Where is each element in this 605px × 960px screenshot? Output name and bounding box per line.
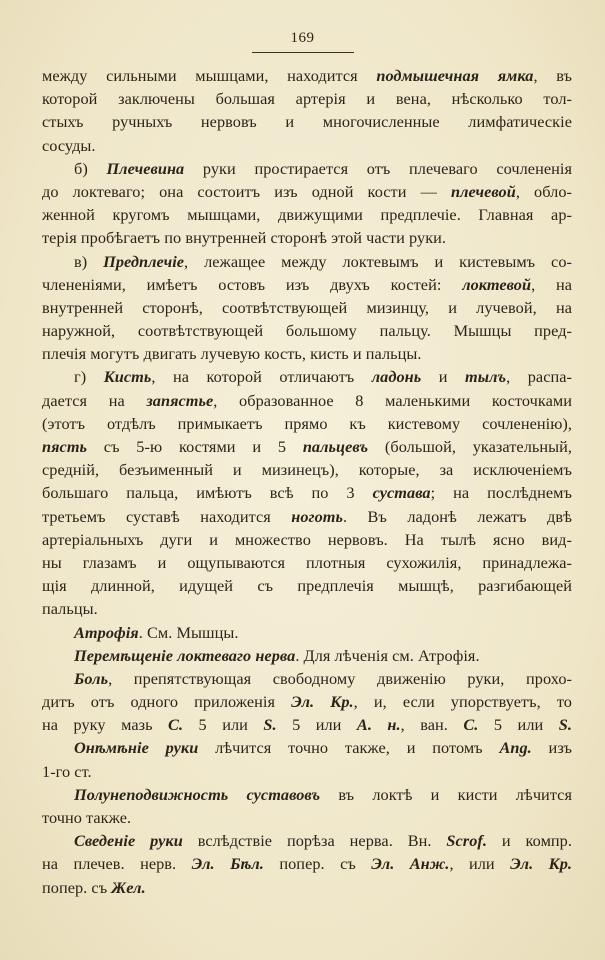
text-run: въ локтѣ и кисти лѣчится	[320, 784, 572, 804]
text-line	[42, 551, 572, 574]
text-line	[42, 412, 572, 435]
text-line	[42, 157, 572, 180]
text-run: на плечев. нерв.	[42, 854, 192, 874]
text-line	[42, 829, 572, 852]
text-line	[42, 528, 572, 551]
text-run: , въ	[533, 66, 573, 85]
text-run: , образованное 8 маленькими косточками	[213, 390, 572, 410]
emphasized-term: ноготь	[291, 506, 343, 526]
emphasized-term: А. н.	[356, 715, 401, 735]
text-run: , распа-	[506, 367, 572, 387]
text-line	[42, 273, 572, 296]
text-line	[42, 481, 572, 504]
text-run: и компр.	[486, 831, 572, 851]
text-run: дается на	[42, 390, 147, 410]
text-run: 5 или	[478, 715, 559, 735]
text-line	[42, 296, 572, 319]
emphasized-term: Эл. Кр.	[291, 692, 354, 712]
text-run: между сильными мышцами, находится	[42, 66, 377, 85]
emphasized-term: Кисть	[103, 367, 152, 387]
text-line	[42, 783, 572, 806]
text-line	[42, 458, 572, 481]
emphasized-term: Атрофія	[74, 622, 139, 642]
text-run: стыхъ ручныхъ нервовъ и многочисленные лимфатическіе	[42, 112, 572, 132]
emphasized-term: С.	[168, 715, 184, 735]
text-run: ны глазамъ и ощупываются плотныя сухожилія, принадлежа-	[42, 552, 572, 572]
text-line	[42, 806, 572, 829]
text-run: наружной, соотвѣтствующей большому пальцу. Мышцы пред-	[42, 321, 572, 341]
text-run: , на	[531, 274, 572, 294]
emphasized-term: Ang.	[499, 738, 532, 758]
text-run: артеріальныхъ дуги и множество нервовъ. На тылѣ ясно вид-	[42, 529, 572, 549]
text-run: руки простирается отъ плечеваго сочлененія	[184, 158, 572, 178]
text-run: (этотъ отдѣлъ примыкаетъ прямо къ кистевому сочлененію),	[42, 413, 572, 433]
text-run: лѣчится точно также, и потомъ	[198, 738, 500, 758]
text-run: женной кругомъ мышцами, движущими предплечіе. Главная ар-	[42, 205, 572, 225]
text-run: . Для лѣченія см. Атрофія.	[295, 645, 480, 665]
text-run: изъ	[531, 738, 572, 758]
text-line	[42, 435, 572, 458]
text-run: г)	[74, 367, 104, 387]
emphasized-term: ладонь	[371, 367, 422, 387]
text-line	[42, 389, 572, 412]
text-run: члененіями, имѣетъ остовъ изъ двухъ костей:	[42, 274, 463, 294]
emphasized-term: S.	[263, 715, 277, 735]
text-run: ; на послѣднемъ	[430, 483, 572, 503]
text-run: пальцы.	[42, 599, 98, 619]
text-run: попер. съ	[42, 877, 112, 897]
text-run: дитъ отъ одного приложенія	[42, 692, 292, 712]
emphasized-term: С.	[463, 715, 479, 735]
text-run: 5 или	[276, 715, 357, 735]
text-run: точно также.	[42, 808, 132, 827]
text-line	[42, 644, 572, 667]
emphasized-term: Эл. Кр.	[510, 854, 573, 874]
text-run: . Въ ладонѣ лежатъ двѣ	[342, 506, 572, 526]
text-line	[42, 342, 572, 365]
text-line	[42, 574, 572, 597]
text-run: вслѣдствіе порѣза нерва. Вн.	[182, 831, 447, 851]
text-line	[42, 203, 572, 226]
emphasized-term: плечевой	[450, 181, 516, 201]
emphasized-term: Перемѣщеніе локтеваго нерва	[74, 645, 296, 665]
emphasized-term: тылъ	[465, 367, 507, 387]
text-line	[42, 852, 572, 875]
emphasized-term: Онѣмѣніе руки	[74, 738, 199, 758]
emphasized-term: локтевой	[462, 274, 532, 294]
emphasized-term: Сведеніе руки	[74, 831, 183, 851]
text-run: , препятствующая свободному движенію руки, прохо-	[108, 668, 572, 688]
text-run: внутренней сторонѣ, соотвѣтствующей мизинцу, и лучевой, на	[42, 297, 572, 317]
text-line	[42, 667, 572, 690]
text-line	[42, 690, 572, 713]
page-number: 169	[290, 30, 315, 46]
text-line	[42, 250, 572, 273]
emphasized-term: Предплечіе	[103, 251, 185, 271]
text-run: , ван.	[400, 715, 464, 735]
text-run: щія длинной, идущей съ предплечія мышцѣ, разгибающей	[42, 576, 572, 596]
text-run: б)	[74, 158, 107, 178]
body-text	[42, 64, 572, 899]
text-run: до локтеваго; она состоитъ изъ одной кости —	[42, 181, 451, 201]
text-run: 5 или	[183, 715, 264, 735]
text-line	[42, 621, 572, 644]
text-run: большаго пальца, имѣютъ всѣ по 3	[42, 483, 373, 503]
emphasized-term: запястье	[146, 390, 214, 410]
emphasized-term: Жел.	[111, 877, 146, 897]
text-run: . См. Мышцы.	[138, 622, 239, 642]
text-line	[42, 87, 572, 110]
text-line	[42, 736, 572, 759]
text-line	[42, 110, 572, 133]
emphasized-term: Scrof.	[446, 831, 487, 851]
text-run: в)	[74, 251, 104, 271]
emphasized-term: Эл. Бѣл.	[191, 854, 264, 874]
text-run: которой заключены большая артерія и вена, нѣсколько тол-	[42, 89, 572, 109]
text-run: , или	[449, 854, 511, 874]
emphasized-term: S.	[558, 715, 572, 735]
text-line	[42, 505, 572, 528]
emphasized-term: Полунеподвижность суставовъ	[74, 784, 321, 804]
text-run: , обло-	[515, 181, 572, 201]
emphasized-term: подмышечная ямка	[376, 66, 534, 85]
text-run: попер. съ	[263, 854, 372, 874]
page-number-rule	[252, 52, 354, 53]
text-run: , на которой отличаютъ	[151, 367, 372, 387]
text-run: съ 5-ю костями и 5	[87, 437, 303, 456]
emphasized-term: сустава	[372, 483, 431, 503]
text-line	[42, 713, 572, 736]
text-line	[42, 876, 572, 899]
text-line	[42, 760, 572, 783]
emphasized-term: Плечевина	[106, 158, 185, 178]
emphasized-term: Боль	[74, 668, 109, 688]
text-run: терія пробѣгаетъ по внутренней сторонѣ этой части руки.	[42, 228, 447, 248]
text-run: третьемъ суставѣ находится	[42, 506, 292, 526]
text-line	[42, 597, 572, 620]
text-run: , и, если упорствуетъ, то	[353, 692, 572, 712]
text-run: 1-го ст.	[42, 761, 92, 781]
text-run: средній, безъименный и мизинецъ), которые, за исключеніемъ	[42, 460, 572, 480]
text-line	[42, 365, 572, 388]
text-line	[42, 226, 572, 249]
text-run: плечія могутъ двигать лучевую кость, кисть и пальцы.	[42, 344, 422, 364]
text-run: , лежащее между локтевымъ и кистевымъ со-	[184, 251, 572, 271]
emphasized-term: пясть	[42, 437, 88, 456]
text-run: (большой, указательный,	[368, 437, 572, 456]
emphasized-term: Эл. Анж.	[371, 854, 450, 874]
text-line	[42, 64, 572, 87]
text-run: сосуды.	[42, 135, 96, 155]
text-run: и	[421, 367, 466, 387]
text-line	[42, 180, 572, 203]
text-line	[42, 134, 572, 157]
emphasized-term: пальцевъ	[302, 437, 369, 456]
text-run: на руку мазь	[42, 715, 169, 735]
text-line	[42, 319, 572, 342]
